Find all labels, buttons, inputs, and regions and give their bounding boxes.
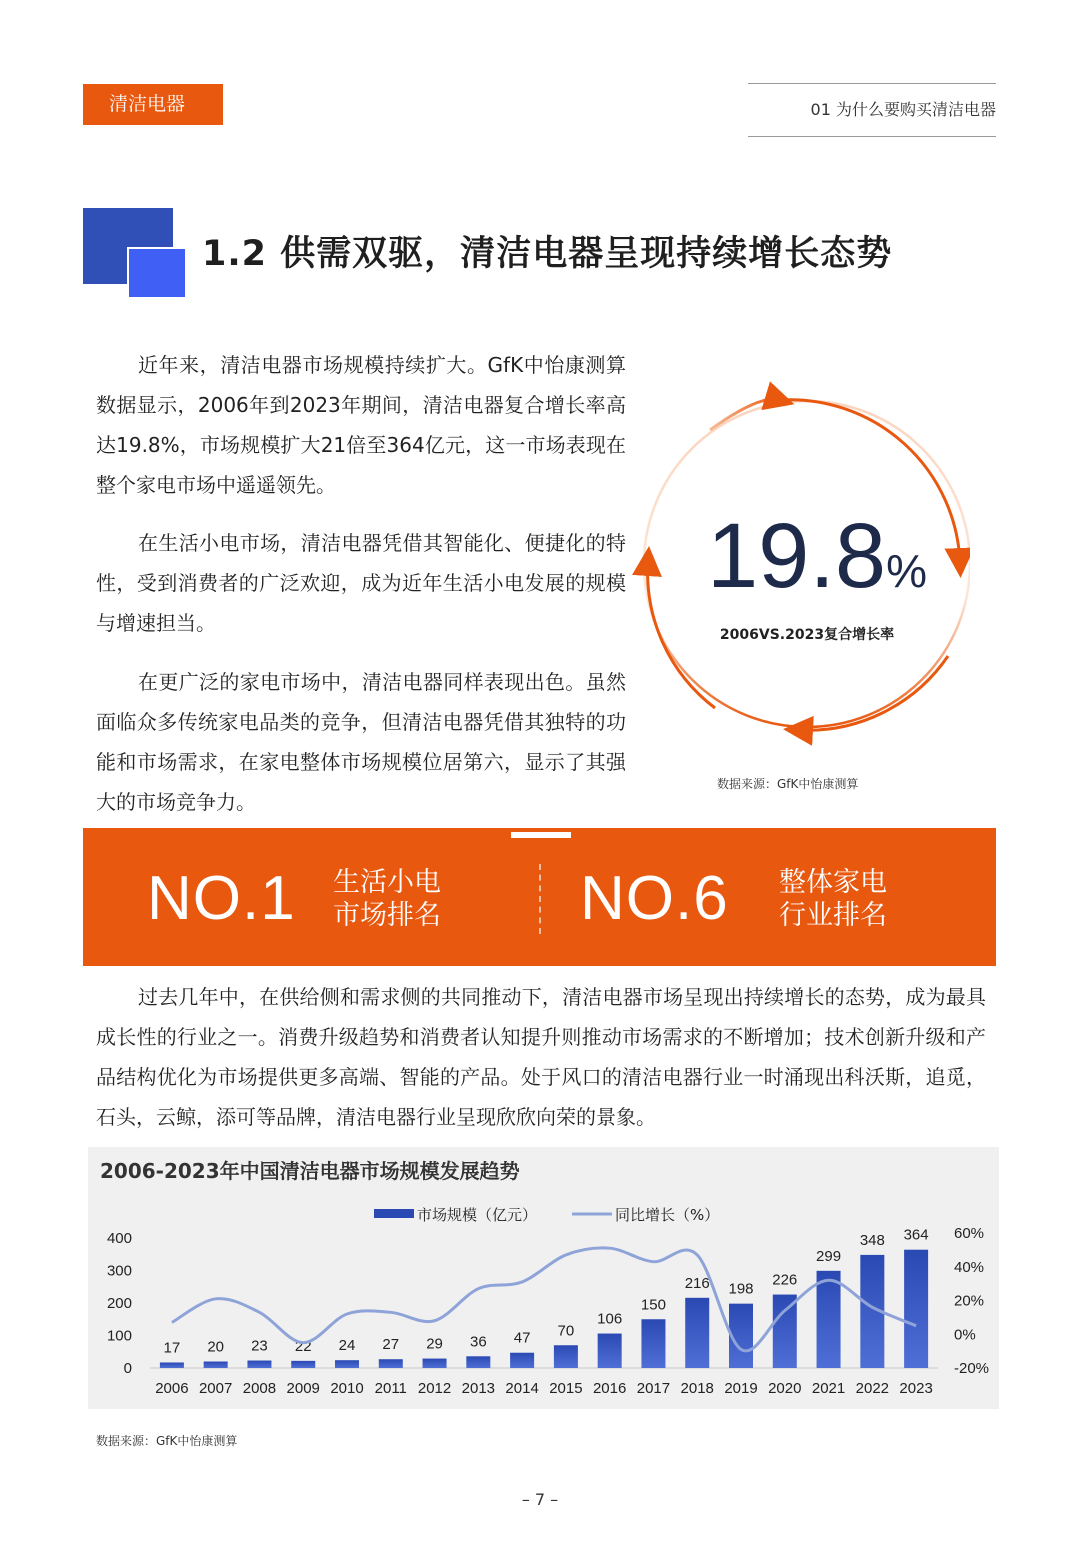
bar-market-size — [335, 1360, 359, 1368]
bar-data-label: 36 — [469, 1333, 487, 1351]
y-left-tick-label: 200 — [106, 1295, 132, 1312]
growth-rate-value — [692, 506, 942, 621]
bar-data-label: 27 — [382, 1336, 400, 1354]
bar-data-label: 226 — [772, 1271, 798, 1289]
bar-data-label: 106 — [597, 1310, 623, 1328]
bar-data-label: 23 — [251, 1337, 268, 1355]
x-tick-label: 2015 — [549, 1380, 583, 1397]
growth-rate-unit: % — [886, 545, 927, 597]
x-tick-label: 2021 — [811, 1380, 846, 1397]
bar-market-size — [598, 1334, 622, 1368]
growth-rate-number: 19.8 — [707, 505, 887, 607]
legend-swatch-market-size — [374, 1209, 414, 1218]
paragraph-market-trend: 过去几年中，在供给侧和需求侧的共同推动下，清洁电器市场呈现出持续增长的态势，成为最具成长性的行业之一。消费升级趋势和消费者认知提升则推动市场需求的不断增加；技术创新升级和产品结构优化为市场提供更多高端、智能的产品。处于风口的清洁电器行业一时涌现出科沃斯，追觅，石头，云鲸，添可等品牌，清洁电器行业呈现欣欣向荣的景象。 — [96, 985, 986, 1129]
legend-label-market-size: 市场规模（亿元） — [417, 1206, 538, 1224]
bar-data-label: 70 — [557, 1322, 575, 1340]
x-tick-label: 2018 — [680, 1380, 714, 1397]
x-tick-label: 2017 — [636, 1380, 671, 1397]
bar-data-label: 17 — [163, 1339, 181, 1357]
rank-label-overall-appliance — [779, 866, 887, 932]
x-tick-label: 2022 — [855, 1380, 890, 1397]
bar-market-size — [904, 1250, 928, 1368]
x-tick-label: 2019 — [724, 1380, 758, 1397]
x-tick-label: 2011 — [374, 1380, 407, 1397]
paragraph-small-appliance: 在生活小电市场，清洁电器凭借其智能化、便捷化的特性，受到消费者的广泛欢迎，成为近年生活小电发展的规模与增速担当。 — [96, 531, 626, 635]
bar-data-label: 22 — [294, 1337, 312, 1355]
rank-label-line2: 市场排名 — [333, 900, 441, 931]
bar-data-label: 20 — [207, 1338, 225, 1356]
x-tick-label: 2012 — [417, 1380, 452, 1397]
banner-notch — [511, 832, 571, 838]
bar-data-label: 150 — [640, 1296, 666, 1314]
bar-market-size — [817, 1271, 841, 1368]
bar-data-label: 29 — [426, 1335, 443, 1353]
x-tick-label: 2008 — [242, 1380, 277, 1397]
y-left-tick-label: 400 — [106, 1230, 132, 1247]
section-title: 1.2 供需双驱，清洁电器呈现持续增长态势 — [202, 234, 893, 274]
banner-divider — [539, 864, 541, 934]
bar-market-size — [554, 1345, 578, 1368]
bar-market-size — [379, 1359, 403, 1368]
bar-data-label: 216 — [684, 1274, 710, 1292]
bar-market-size — [204, 1362, 228, 1369]
bar-market-size — [160, 1362, 184, 1368]
market-size-chart — [88, 1147, 999, 1409]
bar-market-size — [466, 1356, 490, 1368]
category-tag: 清洁电器 — [83, 84, 223, 125]
bar-market-size — [291, 1361, 315, 1368]
x-tick-label: 2020 — [768, 1380, 802, 1397]
x-tick-label: 2016 — [592, 1380, 627, 1397]
rank-label-line2: 行业排名 — [779, 900, 887, 931]
bar-data-label: 24 — [338, 1337, 356, 1355]
bar-market-size — [773, 1295, 797, 1368]
paragraph-intro: 近年来，清洁电器市场规模持续扩大。GfK中怡康测算数据显示，2006年到2023年期间，清洁电器复合增长率高达19.8%，市场规模扩大21倍至364亿元，这一市场表现在整个家电市场中遥遥领先。 — [96, 353, 626, 497]
page-number: – 7 – — [521, 1490, 559, 1509]
y-right-tick-label: 60% — [954, 1225, 985, 1242]
y-right-tick-label: 40% — [954, 1258, 985, 1276]
x-tick-label: 2010 — [330, 1380, 364, 1397]
bar-data-label: 47 — [513, 1329, 531, 1347]
x-tick-label: 2013 — [461, 1380, 496, 1397]
ring-source-note: 数据来源：GfK中怡康测算 — [717, 777, 859, 791]
bar-market-size — [423, 1359, 447, 1368]
rank-number-small-appliance: NO.1 — [147, 864, 296, 933]
bar-market-size — [510, 1353, 534, 1368]
chart-plot — [88, 1147, 999, 1409]
bar-market-size — [247, 1361, 271, 1368]
line-yoy-growth — [172, 1248, 916, 1354]
chart-title: 2006-2023年中国清洁电器市场规模发展趋势 — [100, 1159, 520, 1183]
y-right-tick-label: 20% — [954, 1292, 985, 1310]
y-right-tick-label: 0% — [954, 1326, 976, 1344]
chart-source-note: 数据来源：GfK中怡康测算 — [96, 1434, 238, 1448]
ring-arc-bottom — [798, 656, 948, 730]
paragraph-appliance-market: 在更广泛的家电市场中，清洁电器同样表现出色。虽然面临众多传统家电品类的竞争，但清洁电器凭借其独特的功能和市场需求，在家电整体市场规模位居第六，显示了其强大的市场竞争力。 — [96, 670, 626, 814]
bar-data-label: 198 — [728, 1280, 754, 1298]
title-decoration-square-front — [127, 247, 187, 299]
y-right-tick-label: -20% — [954, 1360, 990, 1377]
y-left-tick-label: 100 — [106, 1327, 132, 1345]
x-tick-label: 2006 — [155, 1380, 189, 1397]
bar-data-label: 348 — [859, 1231, 885, 1249]
ranking-banner — [83, 828, 996, 966]
bar-market-size — [685, 1298, 709, 1368]
x-tick-label: 2007 — [198, 1380, 233, 1397]
bar-data-label: 299 — [816, 1247, 842, 1265]
x-tick-label: 2023 — [899, 1380, 933, 1397]
bar-data-label: 364 — [903, 1226, 929, 1244]
growth-rate-ring — [630, 378, 970, 748]
rank-number-overall-appliance: NO.6 — [580, 864, 729, 933]
growth-rate-caption: 2006VS.2023复合增长率 — [719, 627, 895, 643]
rank-label-small-appliance — [333, 866, 441, 932]
rank-label-line1: 整体家电 — [779, 867, 887, 898]
legend-label-yoy-growth: 同比增长（%） — [615, 1206, 720, 1224]
rank-label-line1: 生活小电 — [333, 867, 441, 898]
x-tick-label: 2009 — [286, 1380, 320, 1397]
section-header: 01 为什么要购买清洁电器 — [748, 83, 996, 137]
bar-market-size — [641, 1319, 665, 1368]
y-left-tick-label: 0 — [123, 1360, 132, 1377]
x-tick-label: 2014 — [505, 1380, 539, 1397]
y-left-tick-label: 300 — [106, 1262, 132, 1280]
